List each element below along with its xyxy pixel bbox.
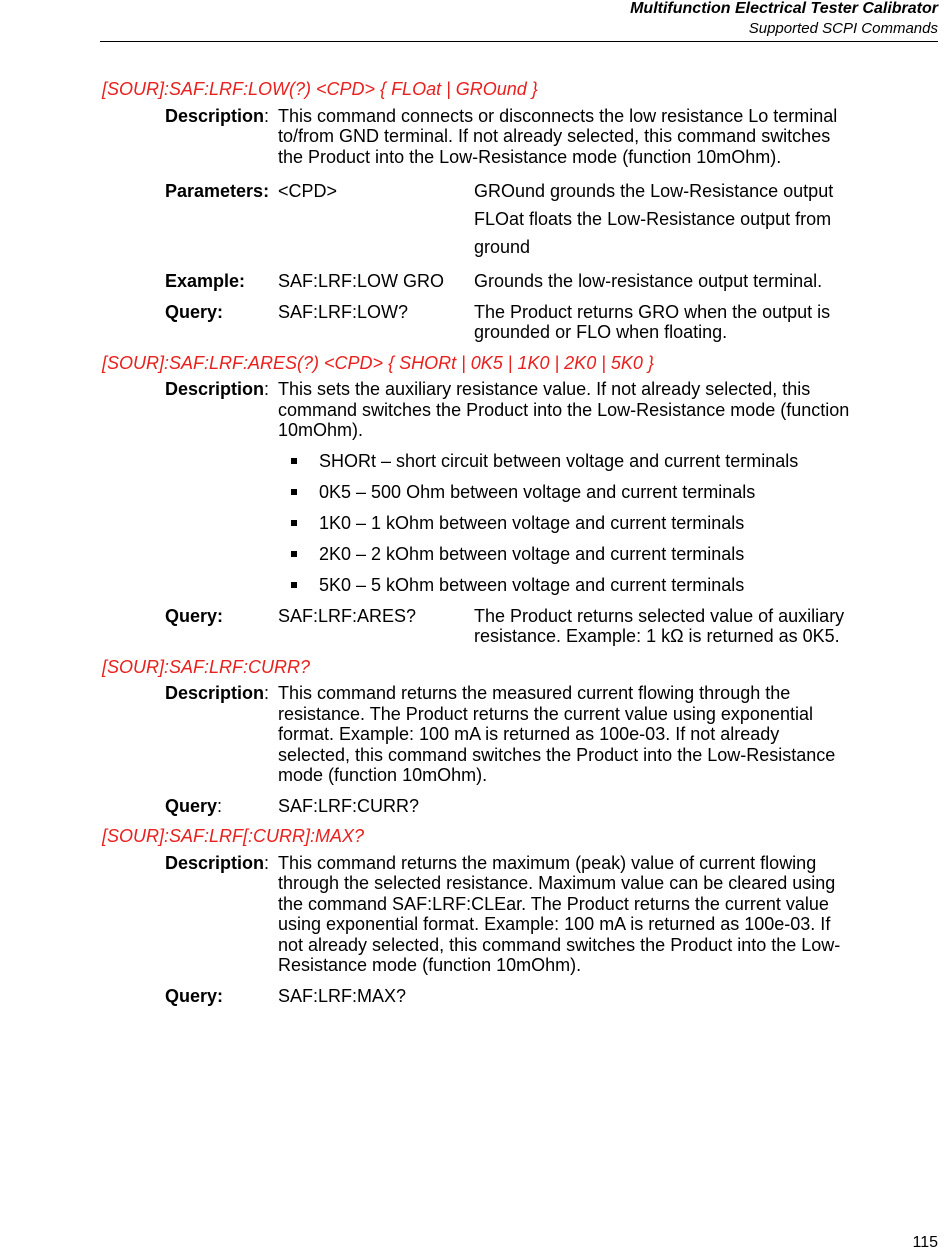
page-header <box>100 0 938 42</box>
example-value: SAF:LRF:LOW GRO <box>278 271 445 291</box>
command-heading: [SOUR]:SAF:LRF:ARES(?) <CPD> { SHORt | 0K5 | 1K0 | 2K0 | 5K0 } <box>102 352 654 373</box>
query-description: The Product returns GRO when the output is grounded or FLO when floating. <box>474 301 831 342</box>
query-label: Query: <box>165 795 223 816</box>
parameters-description <box>474 177 859 261</box>
list-item: 1K0 – 1 kOhm between voltage and current terminals <box>288 513 862 534</box>
bullet-icon <box>291 582 297 588</box>
query-row <box>102 986 862 1007</box>
query-row <box>102 606 862 647</box>
query-value: SAF:LRF:LOW? <box>278 301 409 322</box>
description-label: Description: <box>165 379 270 399</box>
command-section-ares <box>102 353 862 647</box>
bullet-icon <box>291 489 297 495</box>
query-value: SAF:LRF:MAX? <box>278 985 407 1006</box>
example-row <box>102 271 862 292</box>
description-text: This sets the auxiliary resistance value. If not already selected, this command switches the Product into the Low-Resistance mode (function 10mOhm). <box>278 379 850 440</box>
description-row <box>102 379 862 441</box>
page-content <box>102 79 862 1016</box>
command-section-max <box>102 826 862 1006</box>
query-label: Query: <box>165 301 224 322</box>
query-label: Query: <box>165 985 224 1006</box>
description-text: This command returns the maximum (peak) value of current flowing through the selected resistance. Maximum value can be cleared using the command SAF:LRF:CLEar. The Product returns the current value using exponential format. Example: 100 mA is returned as 100e-03. If not already selected, this command switches the Product into the Low-Resistance mode (function 10mOhm). <box>278 852 841 975</box>
parameters-row <box>102 177 862 261</box>
query-label: Query: <box>165 605 224 626</box>
example-label: Example: <box>165 271 246 291</box>
parameter-option: FLOat floats the Low-Resistance output from ground <box>474 209 832 257</box>
description-text: This command connects or disconnects the low resistance Lo terminal to/from GND terminal. If not already selected, this command switches the Product into the Low-Resistance mode (function 10mOhm). <box>278 105 838 167</box>
description-row <box>102 106 862 168</box>
query-description: The Product returns selected value of auxiliary resistance. Example: 1 kΩ is returned as 0K5. <box>474 605 845 646</box>
description-label: Description: <box>165 683 270 703</box>
description-row <box>102 683 862 786</box>
command-heading: [SOUR]:SAF:LRF:CURR? <box>102 656 311 677</box>
command-section-curr <box>102 657 862 817</box>
description-row <box>102 853 862 976</box>
list-item: SHORt – short circuit between voltage and current terminals <box>288 451 862 472</box>
parameter-option: GROund grounds the Low-Resistance output <box>474 181 834 201</box>
command-heading: [SOUR]:SAF:LRF:LOW(?) <CPD> { FLOat | GROund } <box>102 79 538 99</box>
description-text: This command returns the measured current flowing through the resistance. The Product returns the current value using exponential format. Example: 100 mA is returned as 100e-03. If not already selected, this command switches the Product into the Low-Resistance mode (function 10mOhm). <box>278 683 836 785</box>
parameters-value: <CPD> <box>278 181 338 201</box>
query-row <box>102 796 862 817</box>
bullet-icon <box>291 520 297 526</box>
document-title: Multifunction Electrical Tester Calibrator <box>630 0 938 17</box>
query-value: SAF:LRF:CURR? <box>278 795 420 816</box>
list-item: 0K5 – 500 Ohm between voltage and current terminals <box>288 482 862 503</box>
example-description: Grounds the low-resistance output terminal. <box>474 271 823 291</box>
section-subtitle: Supported SCPI Commands <box>748 20 938 37</box>
query-value: SAF:LRF:ARES? <box>278 605 417 626</box>
resistance-options-list <box>288 451 862 596</box>
bullet-icon <box>291 458 297 464</box>
query-row <box>102 302 862 343</box>
parameters-label: Parameters: <box>165 181 270 201</box>
description-label: Description: <box>165 852 270 873</box>
list-item: 5K0 – 5 kOhm between voltage and current terminals <box>288 575 862 596</box>
command-heading: [SOUR]:SAF:LRF[:CURR]:MAX? <box>102 826 365 846</box>
description-label: Description: <box>165 105 270 126</box>
command-section-low <box>102 79 862 343</box>
bullet-icon <box>291 551 297 557</box>
list-item: 2K0 – 2 kOhm between voltage and current terminals <box>288 544 862 565</box>
page-number: 115 <box>912 1234 938 1251</box>
